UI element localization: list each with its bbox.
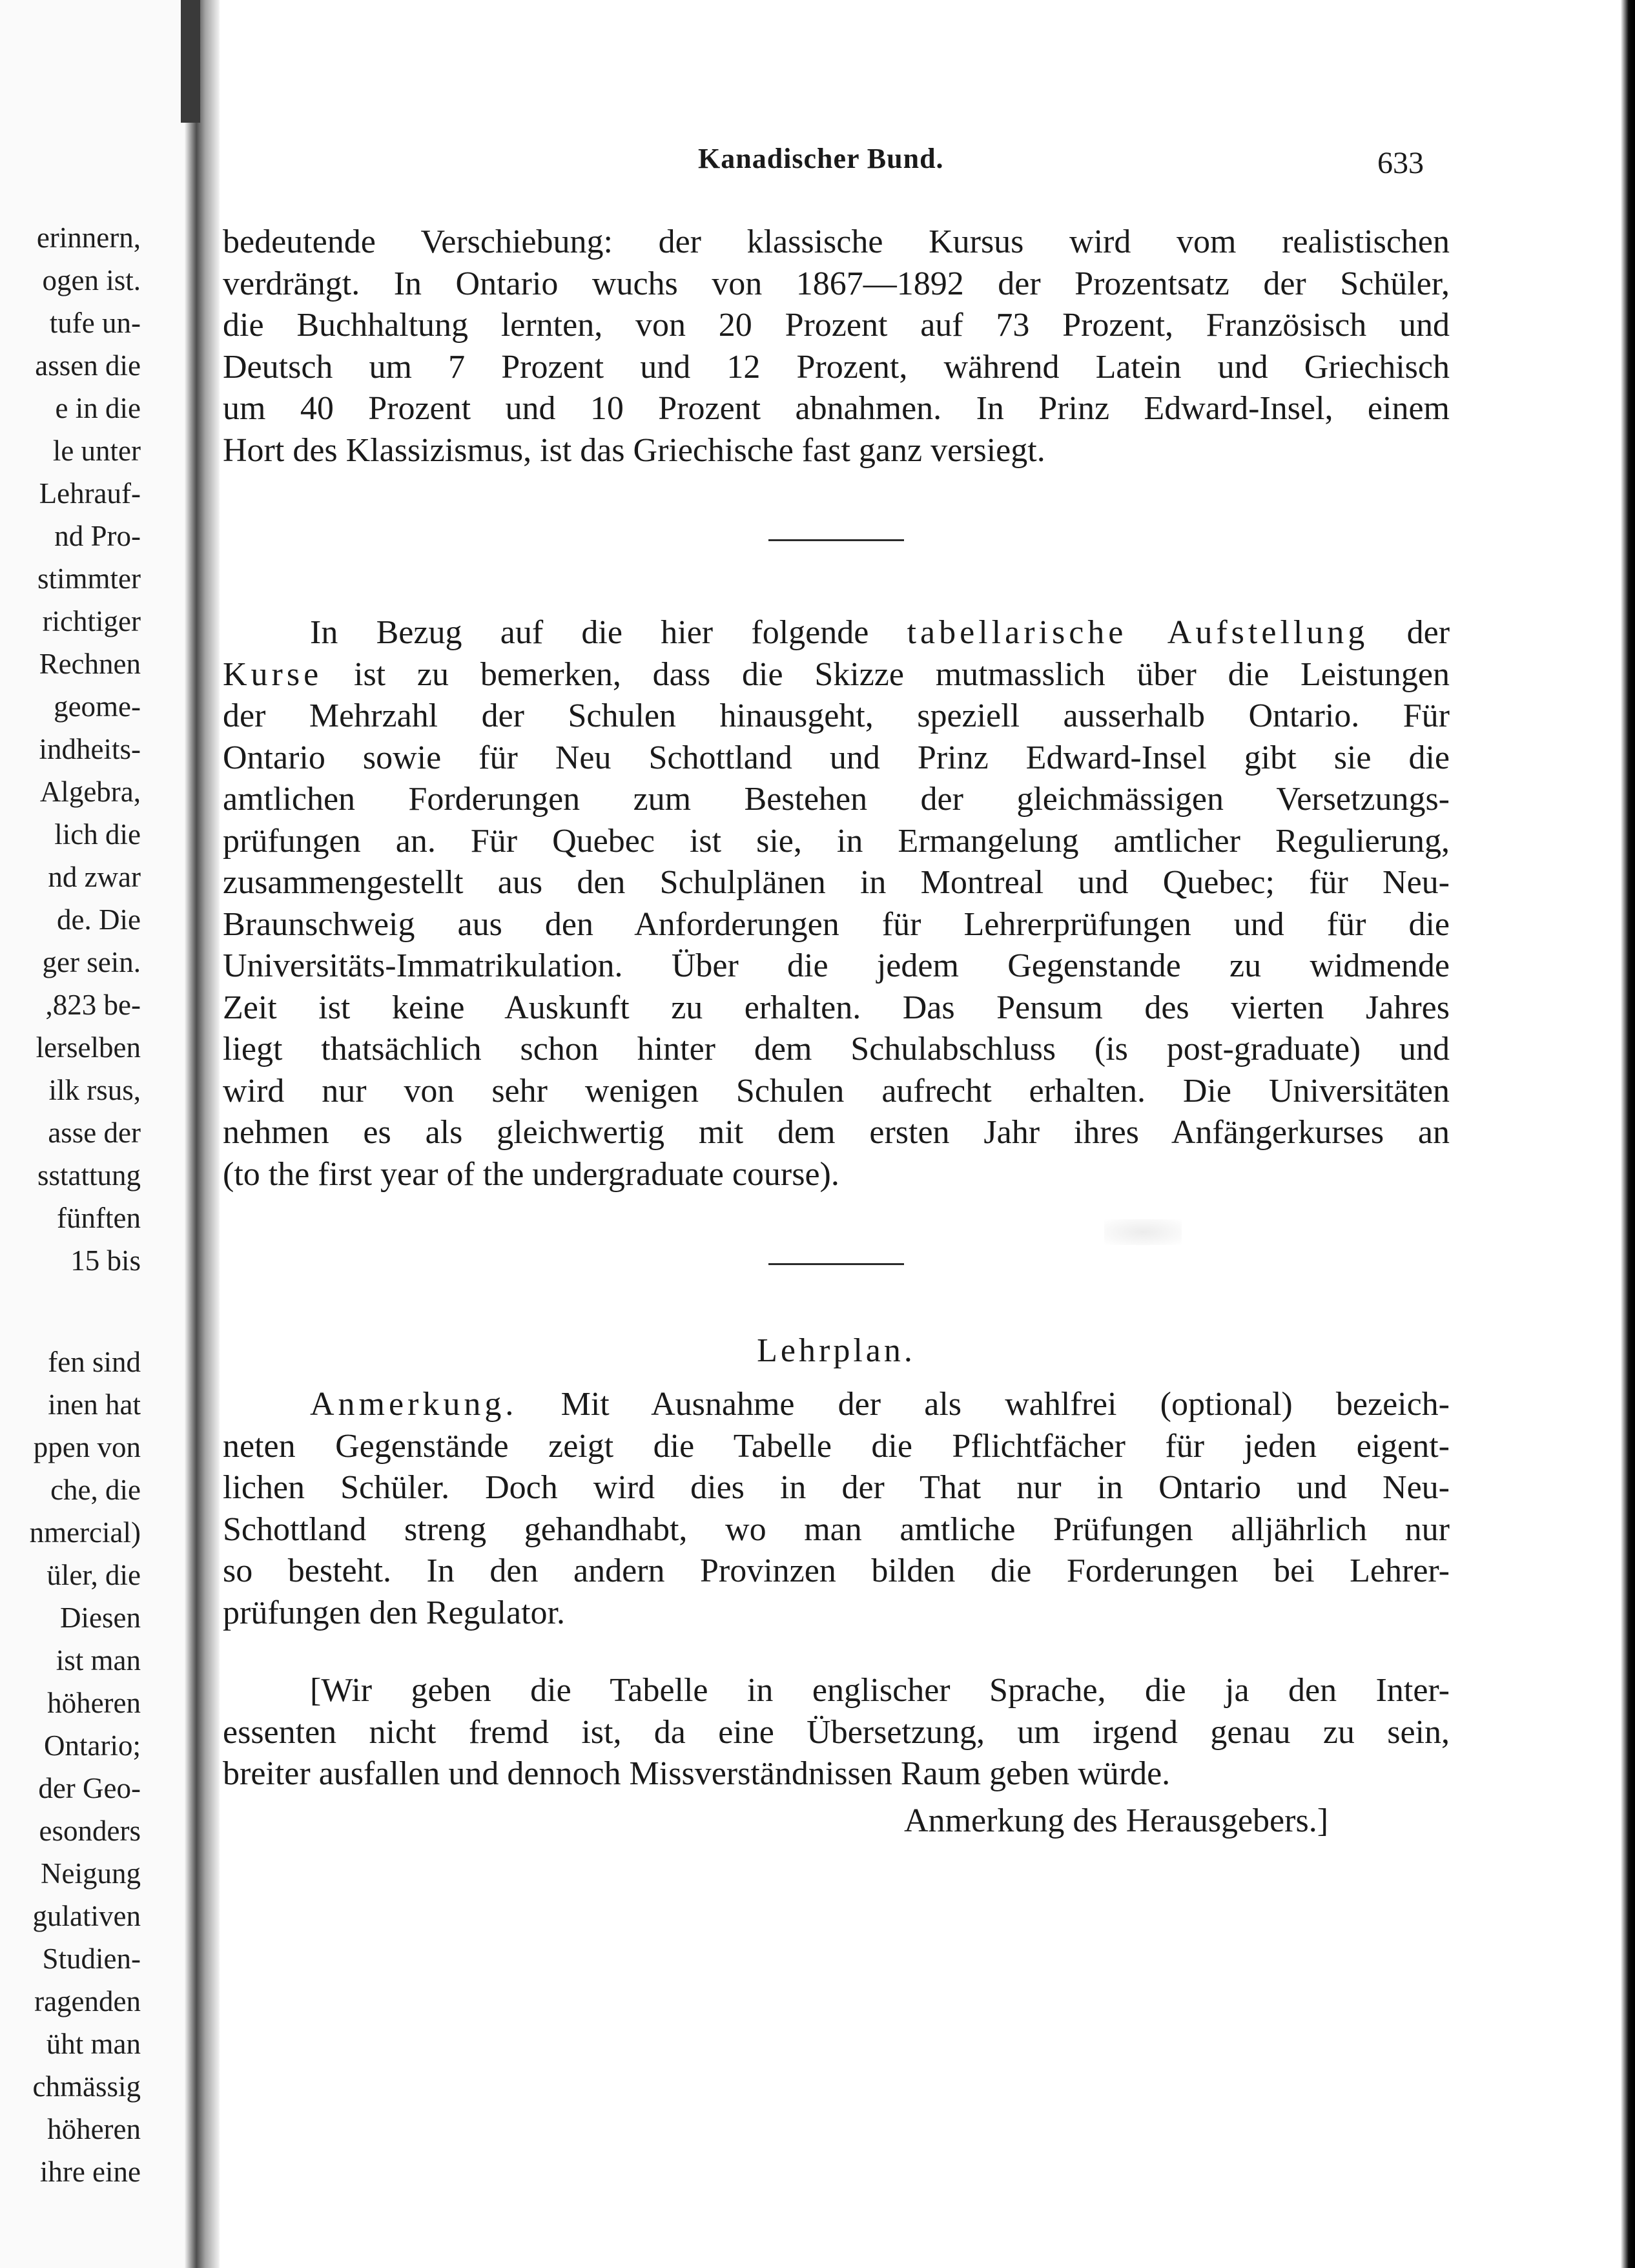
text-line: breiter ausfallen und dennoch Missverständnissen Raum geben würde. xyxy=(223,1755,1171,1792)
left-line: Ontario; xyxy=(44,1729,141,1762)
left-line: höheren xyxy=(47,1687,141,1719)
text-line: Ontario sowie für Neu Schottland und Prinz Edward-Insel gibt sie die xyxy=(223,739,1450,776)
text-line: bedeutende Verschiebung: der klassische Kursus wird vom realistischen xyxy=(223,223,1450,260)
left-line: nmercial) xyxy=(29,1516,141,1549)
text-line: Hort des Klassizismus, ist das Griechische fast ganz versiegt. xyxy=(223,431,1045,469)
binding-edge xyxy=(181,0,200,123)
left-line: inen hat xyxy=(48,1388,141,1421)
left-line: ilk rsus, xyxy=(48,1074,141,1106)
section-divider xyxy=(768,539,904,541)
left-line: Rechnen xyxy=(39,648,141,680)
left-line: höheren xyxy=(47,2113,141,2145)
left-line: stimmter xyxy=(37,562,141,595)
text-line: [Wir geben die Tabelle in englischer Sprache, die ja den Inter- xyxy=(310,1672,1450,1709)
left-line: Diesen xyxy=(60,1602,141,1634)
text-line: Universitäts-Immatrikulation. Über die jedem Gegenstande zu widmende xyxy=(223,947,1450,984)
text-line: lichen Schüler. Doch wird dies in der That nur in Ontario und Neu- xyxy=(223,1469,1450,1506)
text-line: Braunschweig aus den Anforderungen für Lehrerprüfungen und für die xyxy=(223,905,1450,943)
page-edge-shadow xyxy=(1621,0,1635,2268)
left-line: fen sind xyxy=(48,1346,141,1378)
left-line: Lehrauf- xyxy=(39,477,141,510)
paragraph-course-table-note xyxy=(223,612,1450,1195)
text-line: essenten nicht fremd ist, da eine Übersetzung, um irgend genau zu sein, xyxy=(223,1713,1450,1751)
text-line: liegt thatsächlich schon hinter dem Schulabschluss (is post-graduate) und xyxy=(223,1031,1450,1067)
text-line: Schottland streng gehandhabt, wo man amtliche Prüfungen alljährlich nur xyxy=(223,1510,1450,1548)
paragraph-editor-note xyxy=(223,1670,1450,1795)
page-number: 633 xyxy=(1377,146,1424,180)
left-line: lerselben xyxy=(36,1031,141,1064)
text-line: die Buchhaltung lernten, von 20 Prozent auf 73 Prozent, Französisch und xyxy=(223,307,1450,344)
left-line: gulativen xyxy=(32,1900,141,1932)
text-line: Zeit ist keine Auskunft zu erhalten. Das Pensum des vierten Jahres xyxy=(223,989,1450,1026)
left-line: fünften xyxy=(57,1202,141,1234)
left-line: geome- xyxy=(54,690,141,723)
left-line: asse der xyxy=(48,1117,141,1149)
left-line: e in die xyxy=(55,392,141,424)
left-line: der Geo- xyxy=(38,1772,141,1804)
left-line: ragenden xyxy=(34,1985,141,2017)
left-line: üler, die xyxy=(46,1559,141,1591)
left-page-text xyxy=(0,216,141,2193)
left-line: sstattung xyxy=(37,1159,141,1191)
text-line: zusammengestellt aus den Schulplänen in Montreal und Quebec; für Neu- xyxy=(223,864,1450,901)
editor-signature: Anmerkung des Herausgebers.] xyxy=(904,1802,1329,1839)
text-fragment: ist zu bemerken, dass die Skizze mutmasslich über die Leistungen xyxy=(354,655,1450,693)
text-line xyxy=(223,612,1450,654)
text-line: amtlichen Forderungen zum Bestehen der gleichmässigen Versetzungs- xyxy=(223,781,1450,818)
section-heading: Lehrplan. xyxy=(757,1332,916,1369)
text-line: wird nur von sehr wenigen Schulen aufrecht erhalten. Die Universitäten xyxy=(223,1072,1450,1109)
left-line: ger sein. xyxy=(42,946,141,978)
left-line: üht man xyxy=(46,2028,141,2060)
text-line: (to the first year of the undergraduate course). xyxy=(223,1155,839,1193)
text-line: verdrängt. In Ontario wuchs von 1867—1892 der Prozentsatz der Schüler, xyxy=(223,265,1450,302)
spaced-text: Anmerkung. xyxy=(310,1386,518,1423)
left-line: chmässig xyxy=(32,2070,141,2103)
left-line: ppen von xyxy=(33,1431,141,1463)
text-line: so besteht. In den andern Provinzen bilden die Forderungen bei Lehrer- xyxy=(223,1552,1450,1589)
left-line: che, die xyxy=(50,1474,141,1506)
left-line: le unter xyxy=(52,435,141,467)
left-line: Neigung xyxy=(41,1857,141,1890)
text-line xyxy=(223,654,1450,696)
spaced-text: tabellarische Aufstellung xyxy=(907,614,1369,651)
left-line: assen die xyxy=(35,349,141,382)
left-line: ihre eine xyxy=(39,2156,141,2188)
left-line: ist man xyxy=(56,1644,141,1676)
left-line: Algebra, xyxy=(39,776,141,808)
running-header: Kanadischer Bund. xyxy=(698,143,944,174)
left-line: richtiger xyxy=(42,605,141,637)
text-line: Deutsch um 7 Prozent und 12 Prozent, während Latein und Griechisch xyxy=(223,348,1450,386)
book-gutter-shadow xyxy=(184,0,220,2268)
faint-smudge xyxy=(1104,1219,1182,1245)
left-line: ogen ist. xyxy=(42,264,141,296)
paragraph-annotation xyxy=(223,1384,1450,1634)
text-fragment: Mit Ausnahme der als wahlfrei (optional) bezeich- xyxy=(560,1386,1450,1423)
left-line: esonders xyxy=(39,1815,141,1847)
left-gap xyxy=(0,1282,141,1341)
paragraph-classical-course xyxy=(223,222,1450,471)
section-divider xyxy=(768,1263,904,1265)
text-line: um 40 Prozent und 10 Prozent abnahmen. In Prinz Edward-Insel, einem xyxy=(223,390,1450,427)
left-line: nd zwar xyxy=(48,861,141,893)
left-line: de. Die xyxy=(57,903,141,936)
left-line: ,823 be- xyxy=(45,989,141,1021)
text-line: der Mehrzahl der Schulen hinausgeht, speziell ausserhalb Ontario. Für xyxy=(223,697,1450,734)
spaced-text: Kurse xyxy=(223,655,323,693)
main-page xyxy=(223,0,1614,2268)
text-line xyxy=(223,1384,1450,1426)
left-line: tufe un- xyxy=(49,307,141,339)
text-line: neten Gegenstände zeigt die Tabelle die Pflichtfächer für jeden eigent- xyxy=(223,1427,1450,1465)
left-line: erinnern, xyxy=(36,222,141,254)
left-line: nd Pro- xyxy=(54,520,141,552)
left-page-fragment xyxy=(0,0,194,2268)
text-line: prüfungen an. Für Quebec ist sie, in Ermangelung amtlicher Regulierung, xyxy=(223,822,1450,860)
left-line: 15 bis xyxy=(70,1244,141,1277)
left-line: indheits- xyxy=(39,733,141,765)
text-line: nehmen es als gleichwertig mit dem ersten Jahr ihres Anfängerkurses an xyxy=(223,1114,1450,1151)
text-line: prüfungen den Regulator. xyxy=(223,1594,565,1631)
text-fragment: In Bezug auf die hier folgende xyxy=(310,614,869,651)
left-line: lich die xyxy=(54,818,141,850)
text-fragment: der xyxy=(1406,614,1450,651)
left-line: Studien- xyxy=(42,1943,141,1975)
